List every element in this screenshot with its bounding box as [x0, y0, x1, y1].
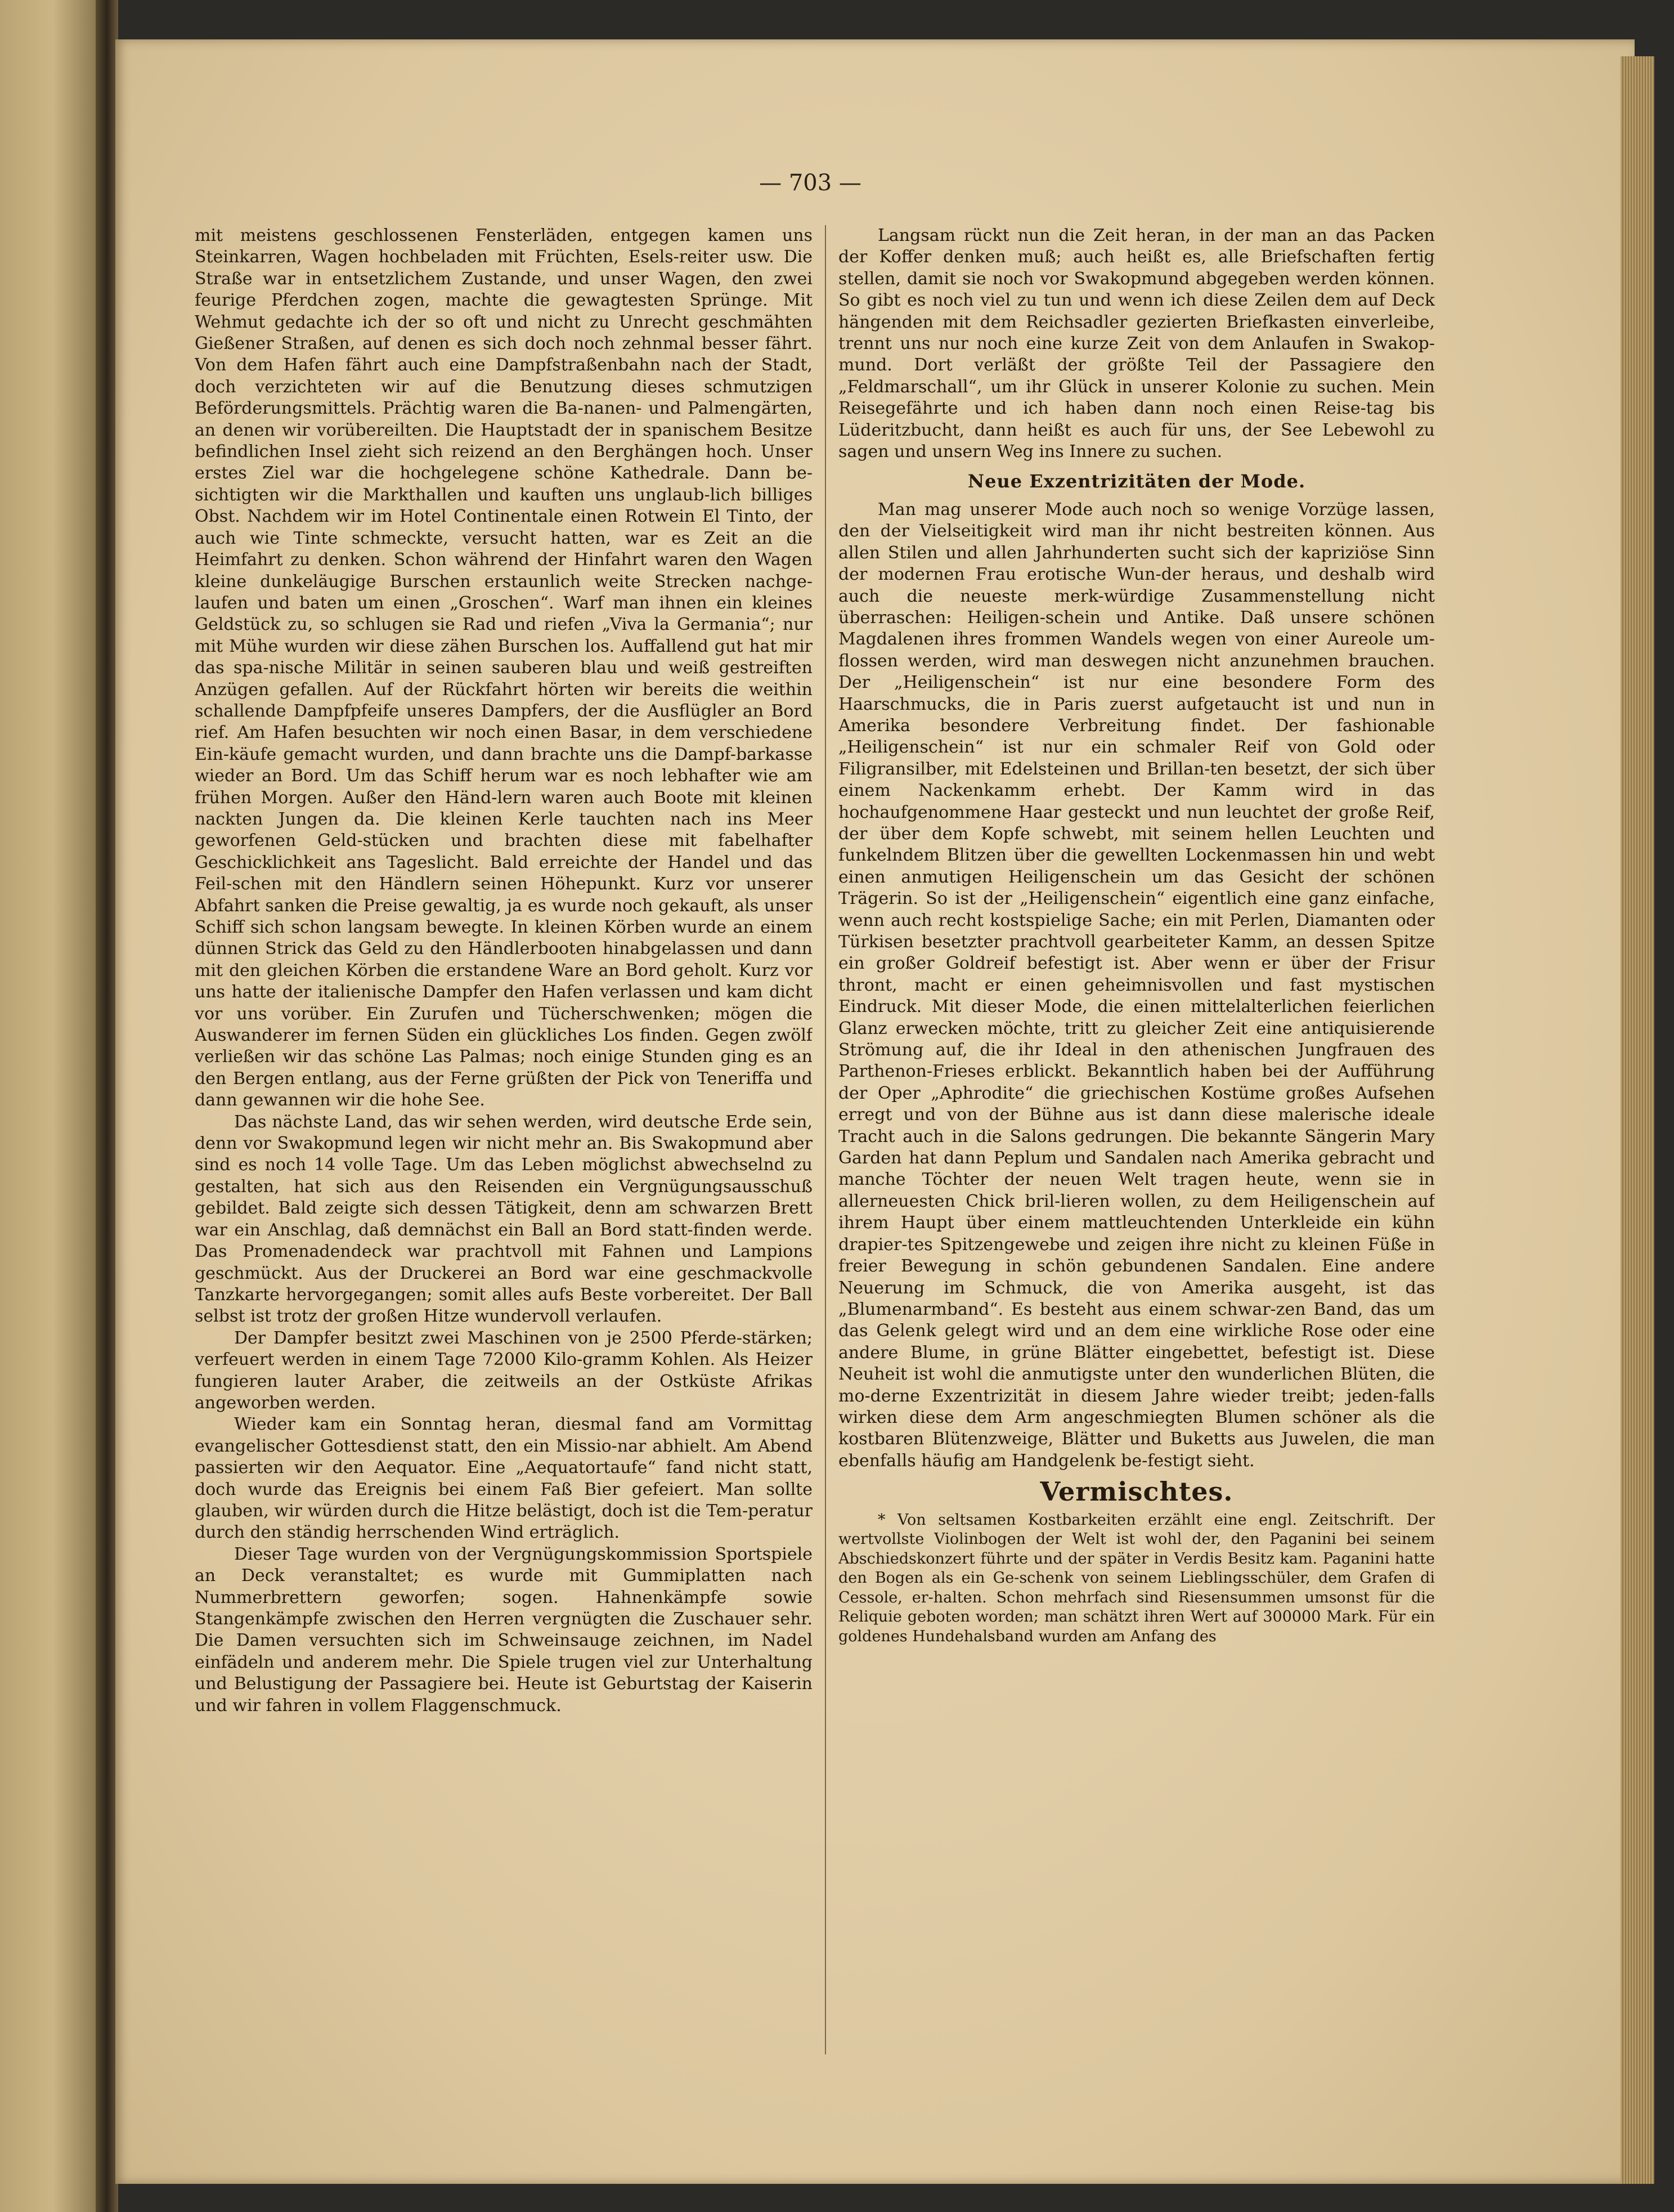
- left-paragraph-1: mit meistens geschlossenen Fensterläden, entgegen kamen uns Steinkarren, Wagen hochbeladen mit Früchten, Esels-reiter usw. Die Straße war in entsetzlichem Zustande, und unser Wagen, den zwei feurige Pferdchen zogen, machte die gewagtesten Sprünge. Mit Wehmut gedachte ich der so oft und nicht zu Unrecht geschmähten Gießener Straßen, auf denen es sich doch noch zehnmal besser fährt. Von dem Hafen fährt auch eine Dampfstraßenbahn nach der Stadt, doch verzichteten wir auf die Benutzung dieses schmutzigen Beförderungsmittels. Prächtig waren die Ba-nanen- und Palmengärten, an denen wir vorübereilten. Die Hauptstadt der in spanischem Besitze befindlichen Insel zieht sich reizend an den Berghängen hoch. Unser erstes Ziel war die hochgelegene schöne Kathedrale. Dann be-sichtigten wir die Markthallen und kauften uns unglaub-lich billiges Obst. Nachdem wir im Hotel Continentale einen Rotwein El Tinto, der auch wie Tinte schmeckte, versucht hatten, war es Zeit an die Heimfahrt zu denken. Schon während der Hinfahrt waren den Wagen kleine dunkeläugige Burschen erstaunlich weite Strecken nachge-laufen und baten um einen „Groschen“. Warf man ihnen ein kleines Geldstück zu, so schlugen sie Rad und riefen „Viva la Germania“; nur mit Mühe wurden wir diese zähen Burschen los. Auffallend gut hat mir das spa-nische Militär in seinen sauberen blau und weiß gestreiften Anzügen gefallen. Auf der Rückfahrt hörten wir bereits die weithin schallende Dampfpfeife unseres Dampfers, der die Ausflügler an Bord rief. Am Hafen besuchten wir noch einen Basar, in dem verschiedene Ein-käufe gemacht wurden, und dann brachte uns die Dampf-barkasse wieder an Bord. Um das Schiff herum war es noch lebhafter wie am frühen Morgen. Außer den Händ-lern waren auch Boote mit kleinen nackten Jungen da. Die kleinen Kerle tauchten nach ins Meer geworfenen Geld-stücken und brachten diese mit fabelhafter Geschicklichkeit ans Tageslicht. Bald erreichte der Handel und das Feil-schen mit den Händlern seinen Höhepunkt. Kurz vor unserer Abfahrt sanken die Preise gewaltig, ja es wurde noch gekauft, als unser Schiff sich schon langsam bewegte. In kleinen Körben wurde an einem dünnen Strick das Geld zu den Händlerbooten hinabgelassen und dann mit den gleichen Körben die erstandene Ware an Bord geholt. Kurz vor uns hatte der italienische Dampfer den Hafen verlassen und kam dicht vor uns vorüber. Ein Zurufen und Tücherschwenken; mögen die Auswanderer im fernen Süden ein glückliches Los finden. Gegen zwölf verließen wir das schöne Las Palmas; noch einige Stunden ging es an den Bergen entlang, aus der Ferne grüßten der Pick von Teneriffa und dann gewannen wir die hohe See.: [195, 226, 813, 1111]
- facing-page-edge: [0, 0, 96, 2212]
- right-column: [838, 225, 1435, 2099]
- left-column: [195, 225, 813, 2054]
- column-divider: [825, 225, 826, 2054]
- left-paragraph-4: Wieder kam ein Sonntag heran, diesmal fand am Vormittag evangelischer Gottesdienst statt, den ein Missio-nar abhielt. Am Abend passierten wir den Aequator. Eine „Aequatortaufe“ fand nicht statt, doch wurde das Ereignis bei einem Faß Bier gefeiert. Man sollte glauben, wir würden durch die Hitze belästigt, doch ist die Tem-peratur durch den ständig herrschenden Wind erträglich.: [195, 1414, 813, 1543]
- right-paragraph-3: * Von seltsamen Kostbarkeiten erzählt eine engl. Zeitschrift. Der wertvollste Violinbogen der Welt ist wohl der, den Paganini bei seinem Abschiedskonzert führte und der später in Verdis Besitz kam. Paganini hatte den Bogen als ein Ge-schenk von seinem Lieblingsschüler, dem Grafen di Cessole, er-halten. Schon mehrfach sind Riesensummen umsonst für die Reliquie geboten worden; man schätzt ihren Wert auf 300000 Mark. Für ein goldenes Hundehalsband wurden am Anfang des: [838, 1511, 1435, 1645]
- section-heading-fashion: Neue Exzentrizitäten der Mode.: [967, 471, 1306, 492]
- book-spine: [96, 0, 118, 2212]
- page-stack-edge: [1621, 56, 1654, 2184]
- right-paragraph-2: Man mag unserer Mode auch noch so wenige Vorzüge lassen, den der Vielseitigkeit wird man ihr nicht bestreiten können. Aus allen Stilen und allen Jahrhunderten sucht sich der kapriziöse Sinn der modernen Frau erotische Wun-der heraus, und deshalb wird auch die neueste merk-würdige Zusammenstellung nicht überraschen: Heiligen-schein und Antike. Daß unsere schönen Magdalenen ihres frommen Wandels wegen von einer Aureole um-flossen werden, wird man deswegen nicht anzunehmen brauchen. Der „Heiligenschein“ ist nur eine besondere Form des Haarschmucks, die in Paris zuerst aufgetaucht ist und nun in Amerika besondere Verbreitung findet. Der fashionable „Heiligenschein“ ist nur ein schmaler Reif von Gold oder Filigransilber, mit Edelsteinen und Brillan-ten besetzt, der sich über einem Nackenkamm erhebt. Der Kamm wird in das hochaufgenommene Haar gesteckt und nun leuchtet der große Reif, der über dem Kopfe schwebt, mit seinem hellen Leuchten und funkelndem Blitzen über die gewellten Lockenmassen hin und webt einen anmutigen Heiligenschein um das Gesicht der schönen Trägerin. So ist der „Heiligenschein“ eigentlich eine ganz einfache, wenn auch recht kostspielige Sache; ein mit Perlen, Diamanten oder Türkisen besetzter prachtvoll gearbeiteter Kamm, an dessen Spitze ein großer Goldreif befestigt ist. Aber wenn er über der Frisur thront, macht er einen geheimnisvollen und fast mystischen Eindruck. Mit dieser Mode, die einen mittelalterlichen feierlichen Glanz erwecken möchte, tritt zu gleicher Zeit eine antiquisierende Strömung auf, die ihr Ideal in den athenischen Jungfrauen des Parthenon-Frieses erblickt. Bekanntlich haben bei der Aufführung der Oper „Aphrodite“ die griechischen Kostüme großes Aufsehen erregt und von der Bühne aus ist dann diese malerische ideale Tracht auch in die Salons gedrungen. Die bekannte Sängerin Mary Garden hat dann Peplum und Sandalen nach Amerika gebracht und manche Töchter der neuen Welt tragen heute, wenn sie in allerneuesten Chick bril-lieren wollen, zu dem Heiligenschein auf ihrem Haupt über einem mattleuchtenden Unterkleide ein kühn drapier-tes Spitzengewebe und zeigen ihre nicht zu kleinen Füße in freier Bewegung in schön gebundenen Sandalen. Eine andere Neuerung im Schmuck, die von Amerika ausgeht, ist das „Blumenarmband“. Es besteht aus einem schwar-zen Band, das um das Gelenk gelegt wird und an dem eine wirkliche Rose oder eine andere Blume, in grüne Blätter eingebettet, befestigt ist. Diese Neuheit ist wohl die anmutigste unter den wunderlichen Blüten, die mo-derne Exzentrizität in diesem Jahre wieder treibt; jeden-falls wirken diese dem Arm angeschmiegten Blumen schöner als die kostbaren Blütenzweige, Blätter und Buketts aus Juwelen, die man ebenfalls häufig am Handgelenk be-festigt sieht.: [838, 499, 1435, 1471]
- page-number: — 703 —: [759, 170, 861, 196]
- section-heading-miscellaneous: Vermischtes.: [1040, 1476, 1233, 1507]
- left-paragraph-3: Der Dampfer besitzt zwei Maschinen von je 2500 Pferde-stärken; verfeuert werden in einem Tage 72000 Kilo-gramm Kohlen. Als Heizer fungieren lauter Araber, die zeitweils an der Ostküste Afrikas angeworben werden.: [195, 1328, 813, 1413]
- left-paragraph-5: Dieser Tage wurden von der Vergnügungskommission Sportspiele an Deck veranstaltet; es wurde mit Gummiplatten nach Nummerbrettern geworfen; sogen. Hahnenkämpfe sowie Stangenkämpfe zwischen den Herren vergnügten die Zuschauer sehr. Die Damen versuchten sich im Schweinsauge zeichnen, im Nadel einfädeln und anderem mehr. Die Spiele trugen viel zur Unterhaltung und Belustigung der Passagiere bei. Heute ist Geburtstag der Kaiserin und wir fahren in vollem Flaggenschmuck.: [195, 1544, 813, 1716]
- left-paragraph-2: Das nächste Land, das wir sehen werden, wird deutsche Erde sein, denn vor Swakopmund legen wir nicht mehr an. Bis Swakopmund aber sind es noch 14 volle Tage. Um das Leben möglichst abwechselnd zu gestalten, hat sich aus den Reisenden ein Vergnügungsausschuß gebildet. Bald zeigte sich dessen Tätigkeit, denn am schwarzen Brett war ein Anschlag, daß demnächst ein Ball an Bord statt-finden werde. Das Promenadendeck war prachtvoll mit Fahnen und Lampions geschmückt. Aus der Druckerei an Bord war eine geschmackvolle Tanzkarte hervorgegangen; somit alles aufs Beste vorbereitet. Der Ball selbst ist trotz der großen Hitze wundervoll verlaufen.: [195, 1112, 813, 1327]
- right-paragraph-1: Langsam rückt nun die Zeit heran, in der man an das Packen der Koffer denken muß; auch heißt es, alle Briefschaften fertig stellen, damit sie noch vor Swakopmund abgegeben werden können. So gibt es noch viel zu tun und wenn ich diese Zeilen dem auf Deck hängenden mit dem Reichsadler gezierten Briefkasten einverleibe, trennt uns nur noch eine kurze Zeit von dem Anlaufen in Swakop-mund. Dort verläßt der größte Teil der Passagiere den „Feldmarschall“, um ihr Glück in unserer Kolonie zu suchen. Mein Reisegefährte und ich haben dann noch einen Reise-tag bis Lüderitzbucht, dann heißt es auch für uns, der See Lebewohl zu sagen und unsern Weg ins Innere zu suchen.: [838, 226, 1435, 462]
